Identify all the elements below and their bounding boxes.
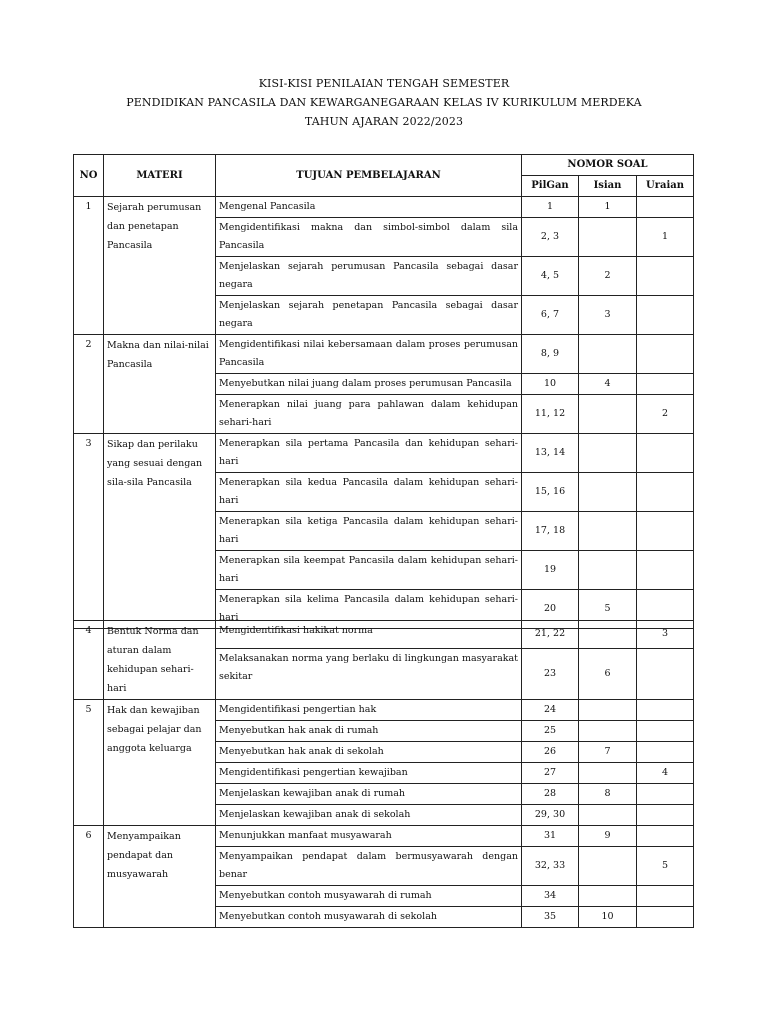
isian-cell: [579, 335, 637, 374]
pilgan-cell: 31: [522, 826, 579, 847]
tujuan-pembelajaran-cell: Menerapkan nilai juang para pahlawan dalam kehidupan sehari-hari: [216, 395, 522, 434]
isian-cell: [579, 700, 637, 721]
tujuan-pembelajaran-cell: Menerapkan sila ketiga Pancasila dalam kehidupan sehari-hari: [216, 512, 522, 551]
pilgan-cell: 25: [522, 721, 579, 742]
uraian-cell: [637, 742, 694, 763]
pilgan-cell: 35: [522, 907, 579, 928]
table-row: [74, 826, 694, 847]
header-materi: MATERI: [104, 155, 216, 197]
uraian-cell: [637, 648, 694, 699]
uraian-cell: [637, 434, 694, 473]
pilgan-cell: 15, 16: [522, 473, 579, 512]
header-pilgan: PilGan: [522, 176, 579, 197]
isian-cell: [579, 434, 637, 473]
isian-cell: [579, 847, 637, 886]
isian-cell: [579, 621, 637, 649]
uraian-cell: 3: [637, 621, 694, 649]
pilgan-cell: 29, 30: [522, 805, 579, 826]
academic-year: TAHUN AJARAN 2022/2023: [304, 115, 464, 128]
uraian-cell: [637, 826, 694, 847]
pilgan-cell: 26: [522, 742, 579, 763]
isian-cell: [579, 512, 637, 551]
isian-cell: 10: [579, 907, 637, 928]
isian-cell: 7: [579, 742, 637, 763]
isian-cell: 1: [579, 197, 637, 218]
uraian-cell: [637, 335, 694, 374]
pilgan-cell: 2, 3: [522, 218, 579, 257]
pilgan-cell: 4, 5: [522, 257, 579, 296]
section-number: 6: [74, 826, 104, 928]
pilgan-cell: 8, 9: [522, 335, 579, 374]
table-body: [74, 621, 694, 928]
isian-cell: [579, 721, 637, 742]
section-number: 1: [74, 197, 104, 335]
table-body: [74, 197, 694, 629]
tujuan-pembelajaran-cell: Mengidentifikasi nilai kebersamaan dalam proses perumusan Pancasila: [216, 335, 522, 374]
uraian-cell: [637, 784, 694, 805]
tujuan-pembelajaran-cell: Menerapkan sila keempat Pancasila dalam kehidupan sehari-hari: [216, 551, 522, 590]
tujuan-pembelajaran-cell: Menyebutkan nilai juang dalam proses perumusan Pancasila: [216, 374, 522, 395]
header-no: NO: [74, 155, 104, 197]
pilgan-cell: 13, 14: [522, 434, 579, 473]
isian-cell: [579, 805, 637, 826]
section-materi: Menyampaikan pendapat dan musyawarah: [104, 826, 216, 928]
uraian-cell: [637, 197, 694, 218]
isian-cell: [579, 551, 637, 590]
tujuan-pembelajaran-cell: Melaksanakan norma yang berlaku di lingkungan masyarakat sekitar: [216, 648, 522, 699]
tujuan-pembelajaran-cell: Menerapkan sila kedua Pancasila dalam kehidupan sehari-hari: [216, 473, 522, 512]
uraian-cell: [637, 700, 694, 721]
tujuan-pembelajaran-cell: Menyebutkan contoh musyawarah di sekolah: [216, 907, 522, 928]
pilgan-cell: 6, 7: [522, 296, 579, 335]
tujuan-pembelajaran-cell: Menyampaikan pendapat dalam bermusyawarah dengan benar: [216, 847, 522, 886]
tujuan-pembelajaran-cell: Menerapkan sila kelima Pancasila dalam kehidupan sehari-hari: [216, 590, 522, 629]
isian-cell: [579, 763, 637, 784]
tujuan-pembelajaran-cell: Mengidentifikasi hakikat norma: [216, 621, 522, 649]
header-uraian: Uraian: [637, 176, 694, 197]
pilgan-cell: 10: [522, 374, 579, 395]
uraian-cell: [637, 721, 694, 742]
table-row: [74, 197, 694, 218]
isian-cell: [579, 395, 637, 434]
isian-cell: 3: [579, 296, 637, 335]
isian-cell: 6: [579, 648, 637, 699]
document-title: KISI-KISI PENILAIAN TENGAH SEMESTER: [258, 77, 510, 90]
table-row: [74, 700, 694, 721]
section-materi: Bentuk Norma dan aturan dalam kehidupan sehari-hari: [104, 621, 216, 700]
tujuan-pembelajaran-cell: Menerapkan sila pertama Pancasila dan kehidupan sehari-hari: [216, 434, 522, 473]
tujuan-pembelajaran-cell: Menjelaskan kewajiban anak di rumah: [216, 784, 522, 805]
header-isian: Isian: [579, 176, 637, 197]
uraian-cell: [637, 551, 694, 590]
tujuan-pembelajaran-cell: Mengenal Pancasila: [216, 197, 522, 218]
uraian-cell: 5: [637, 847, 694, 886]
pilgan-cell: 24: [522, 700, 579, 721]
table-row: [74, 335, 694, 374]
tujuan-pembelajaran-cell: Menyebutkan hak anak di sekolah: [216, 742, 522, 763]
pilgan-cell: 28: [522, 784, 579, 805]
pilgan-cell: 19: [522, 551, 579, 590]
uraian-cell: 2: [637, 395, 694, 434]
section-number: 5: [74, 700, 104, 826]
pilgan-cell: 34: [522, 886, 579, 907]
isian-cell: [579, 886, 637, 907]
uraian-cell: [637, 473, 694, 512]
uraian-cell: [637, 512, 694, 551]
section-materi: Sikap dan perilaku yang sesuai dengan sila-sila Pancasila: [104, 434, 216, 629]
section-materi: Makna dan nilai-nilai Pancasila: [104, 335, 216, 434]
isian-cell: 8: [579, 784, 637, 805]
pilgan-cell: 20: [522, 590, 579, 629]
uraian-cell: 4: [637, 763, 694, 784]
isian-cell: 4: [579, 374, 637, 395]
section-materi: Hak dan kewajiban sebagai pelajar dan anggota keluarga: [104, 700, 216, 826]
header-tujuan-pembelajaran: TUJUAN PEMBELAJARAN: [216, 155, 522, 197]
uraian-cell: [637, 374, 694, 395]
tujuan-pembelajaran-cell: Mengidentifikasi pengertian hak: [216, 700, 522, 721]
tujuan-pembelajaran-cell: Menyebutkan hak anak di rumah: [216, 721, 522, 742]
pilgan-cell: 27: [522, 763, 579, 784]
section-number: 2: [74, 335, 104, 434]
isian-cell: 9: [579, 826, 637, 847]
section-number: 3: [74, 434, 104, 629]
pilgan-cell: 17, 18: [522, 512, 579, 551]
uraian-cell: [637, 886, 694, 907]
isian-cell: [579, 473, 637, 512]
tujuan-pembelajaran-cell: Mengidentifikasi makna dan simbol-simbol dalam sila Pancasila: [216, 218, 522, 257]
uraian-cell: 1: [637, 218, 694, 257]
uraian-cell: [637, 296, 694, 335]
tujuan-pembelajaran-cell: Menjelaskan sejarah perumusan Pancasila sebagai dasar negara: [216, 257, 522, 296]
section-materi: Sejarah perumusan dan penetapan Pancasila: [104, 197, 216, 335]
tujuan-pembelajaran-cell: Menunjukkan manfaat musyawarah: [216, 826, 522, 847]
pilgan-cell: 32, 33: [522, 847, 579, 886]
kisi-kisi-table-part-1: [73, 154, 694, 629]
tujuan-pembelajaran-cell: Mengidentifikasi pengertian kewajiban: [216, 763, 522, 784]
tujuan-pembelajaran-cell: Menjelaskan sejarah penetapan Pancasila sebagai dasar negara: [216, 296, 522, 335]
pilgan-cell: 21, 22: [522, 621, 579, 649]
table-row: [74, 621, 694, 649]
uraian-cell: [637, 907, 694, 928]
pilgan-cell: 1: [522, 197, 579, 218]
uraian-cell: [637, 257, 694, 296]
pilgan-cell: 11, 12: [522, 395, 579, 434]
document-subtitle: PENDIDIKAN PANCASILA DAN KEWARGANEGARAAN KELAS IV KURIKULUM MERDEKA: [126, 96, 642, 109]
table-row: [74, 434, 694, 473]
kisi-kisi-table-part-2: [73, 620, 694, 928]
isian-cell: 2: [579, 257, 637, 296]
tujuan-pembelajaran-cell: Menjelaskan kewajiban anak di sekolah: [216, 805, 522, 826]
isian-cell: [579, 218, 637, 257]
uraian-cell: [637, 805, 694, 826]
section-number: 4: [74, 621, 104, 700]
pilgan-cell: 23: [522, 648, 579, 699]
tujuan-pembelajaran-cell: Menyebutkan contoh musyawarah di rumah: [216, 886, 522, 907]
header-nomor-soal: NOMOR SOAL: [522, 155, 694, 176]
isian-cell: 5: [579, 590, 637, 629]
